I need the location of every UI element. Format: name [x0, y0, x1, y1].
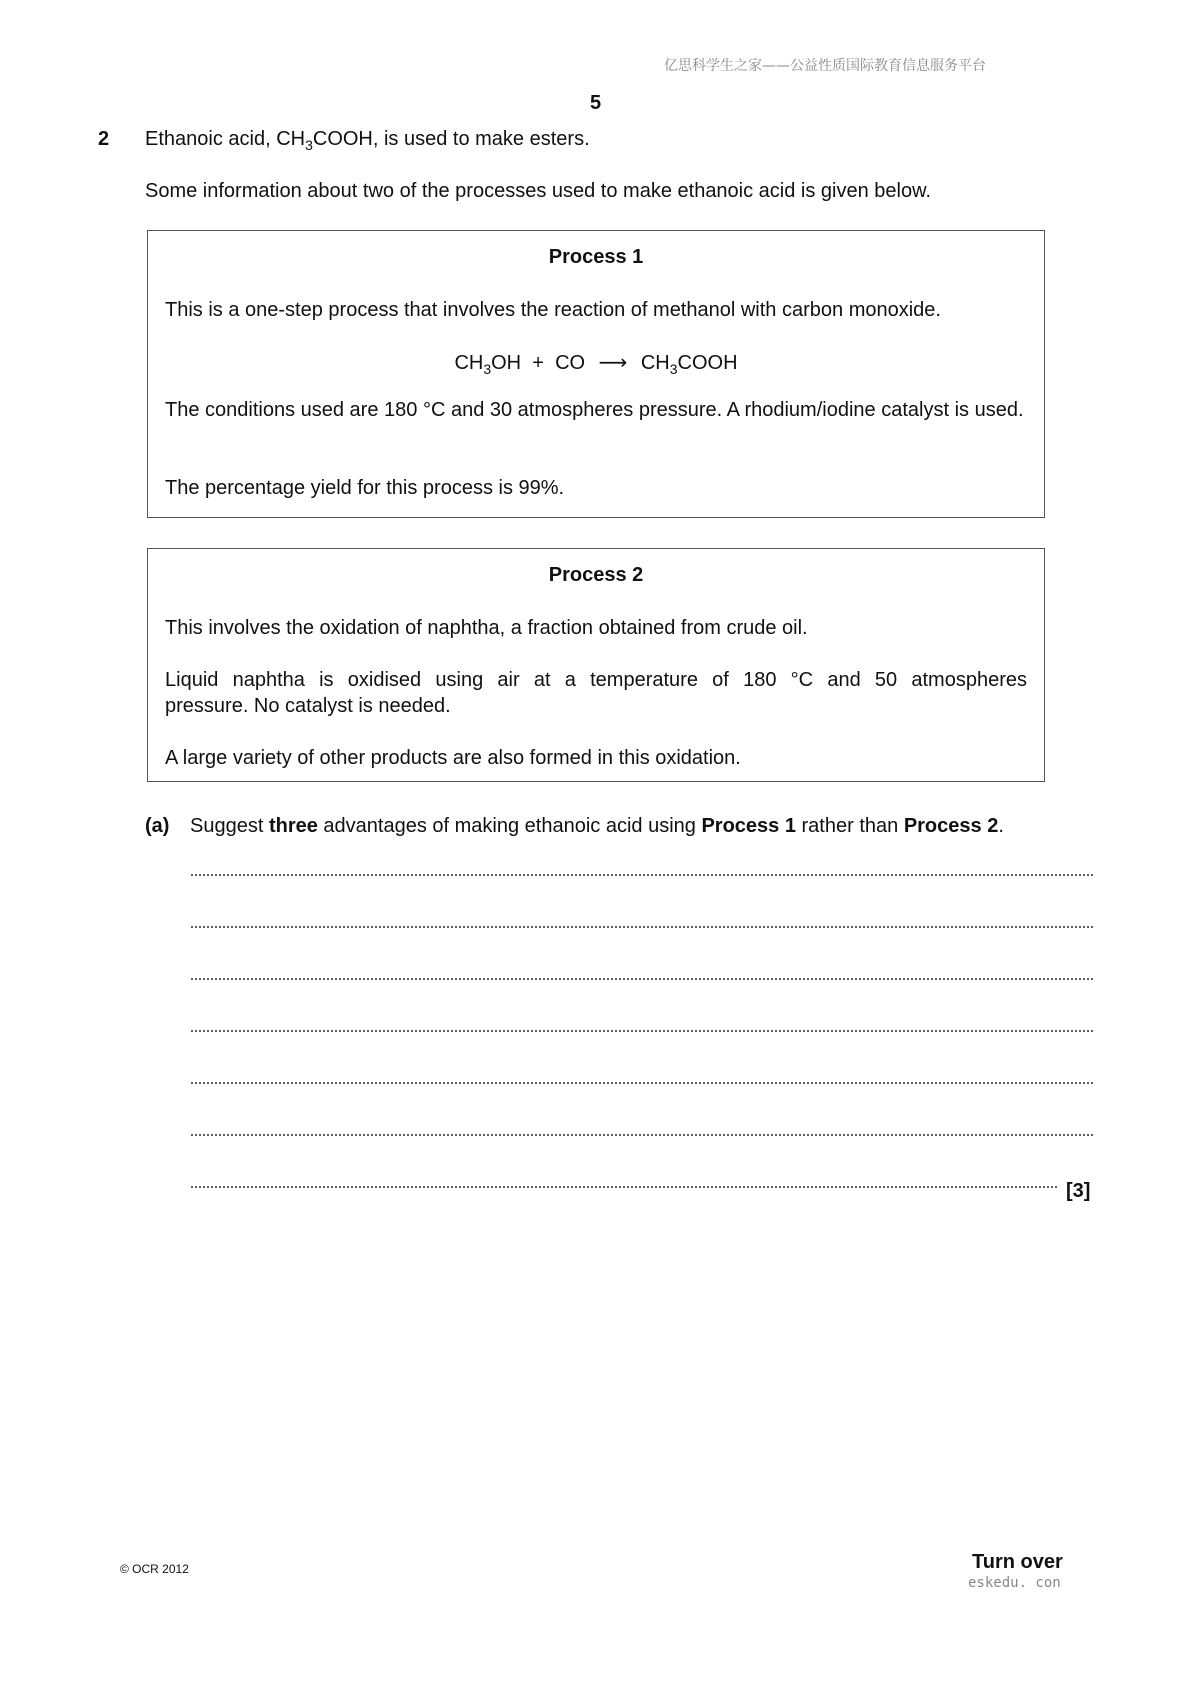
part-a-bold-2: Process 1: [701, 815, 796, 837]
process-1-description: This is a one-step process that involves the reaction of methanol with carbon monoxide.: [165, 299, 941, 321]
answer-line-2[interactable]: [190, 926, 1093, 928]
part-a-question: [190, 815, 1004, 838]
stem-subscript: 3: [305, 137, 313, 153]
process-1-equation: [148, 350, 1044, 375]
eq-reactant-1-a: CH: [454, 352, 484, 374]
reaction-arrow-icon: ⟶: [598, 350, 628, 374]
process-2-box: [147, 548, 1045, 782]
process-2-products: A large variety of other products are also formed in this oxidation.: [165, 747, 741, 769]
eq-product-b: COOH: [677, 352, 738, 374]
answer-line-3[interactable]: [190, 978, 1093, 980]
eq-product-a: CH: [640, 352, 670, 374]
part-a-text-1: Suggest: [190, 815, 269, 837]
answer-line-4[interactable]: [190, 1030, 1093, 1032]
site-watermark: eskedu. con: [968, 1575, 1061, 1591]
process-1-conditions: The conditions used are 180 °C and 30 atmospheres pressure. A rhodium/iodine catalyst is used.: [165, 399, 1024, 421]
process-1-yield: The percentage yield for this process is 99%.: [165, 477, 565, 499]
watermark-text: 亿思科学生之家——公益性质国际教育信息服务平台: [664, 58, 986, 74]
process-1-box: [147, 230, 1045, 518]
process-2-conditions-line-1: Liquid naphtha is oxidised using air at a temperature of 180 °C and 50 atmospheres: [165, 669, 1027, 691]
copyright: © OCR 2012: [120, 1562, 189, 1576]
process-2-conditions-line-2: pressure. No catalyst is needed.: [165, 695, 451, 717]
stem-part-2: COOH, is used to make esters.: [312, 128, 590, 150]
part-a-bold-1: three: [268, 815, 318, 837]
part-a-text-2: advantages of making ethanoic acid using: [317, 815, 702, 837]
eq-product-sub: 3: [669, 361, 678, 377]
marks-label: [3]: [1066, 1180, 1091, 1202]
process-2-title: Process 2: [548, 564, 644, 586]
eq-reactant-1-sub: 3: [483, 361, 492, 377]
turn-over-label: Turn over: [972, 1551, 1063, 1573]
question-number: 2: [98, 128, 110, 150]
answer-line-5[interactable]: [190, 1082, 1093, 1084]
part-a-label: (a): [145, 815, 170, 837]
part-a-text-4: .: [998, 815, 1004, 837]
question-stem: [145, 128, 590, 151]
answer-line-7[interactable]: [190, 1186, 1058, 1188]
part-a-text-3: rather than: [795, 815, 904, 837]
eq-plus: +: [532, 352, 544, 374]
eq-reactant-1-b: OH: [491, 352, 522, 374]
part-a-bold-3: Process 2: [903, 815, 999, 837]
eq-reactant-2: CO: [555, 352, 586, 374]
stem-part-1: Ethanoic acid, CH: [145, 128, 306, 150]
process-1-title: Process 1: [548, 246, 644, 268]
answer-line-1[interactable]: [190, 874, 1093, 876]
page-number: 5: [589, 92, 602, 114]
answer-line-6[interactable]: [190, 1134, 1093, 1136]
process-2-description: This involves the oxidation of naphtha, a fraction obtained from crude oil.: [165, 617, 808, 639]
question-intro: Some information about two of the processes used to make ethanoic acid is given below.: [145, 180, 932, 202]
